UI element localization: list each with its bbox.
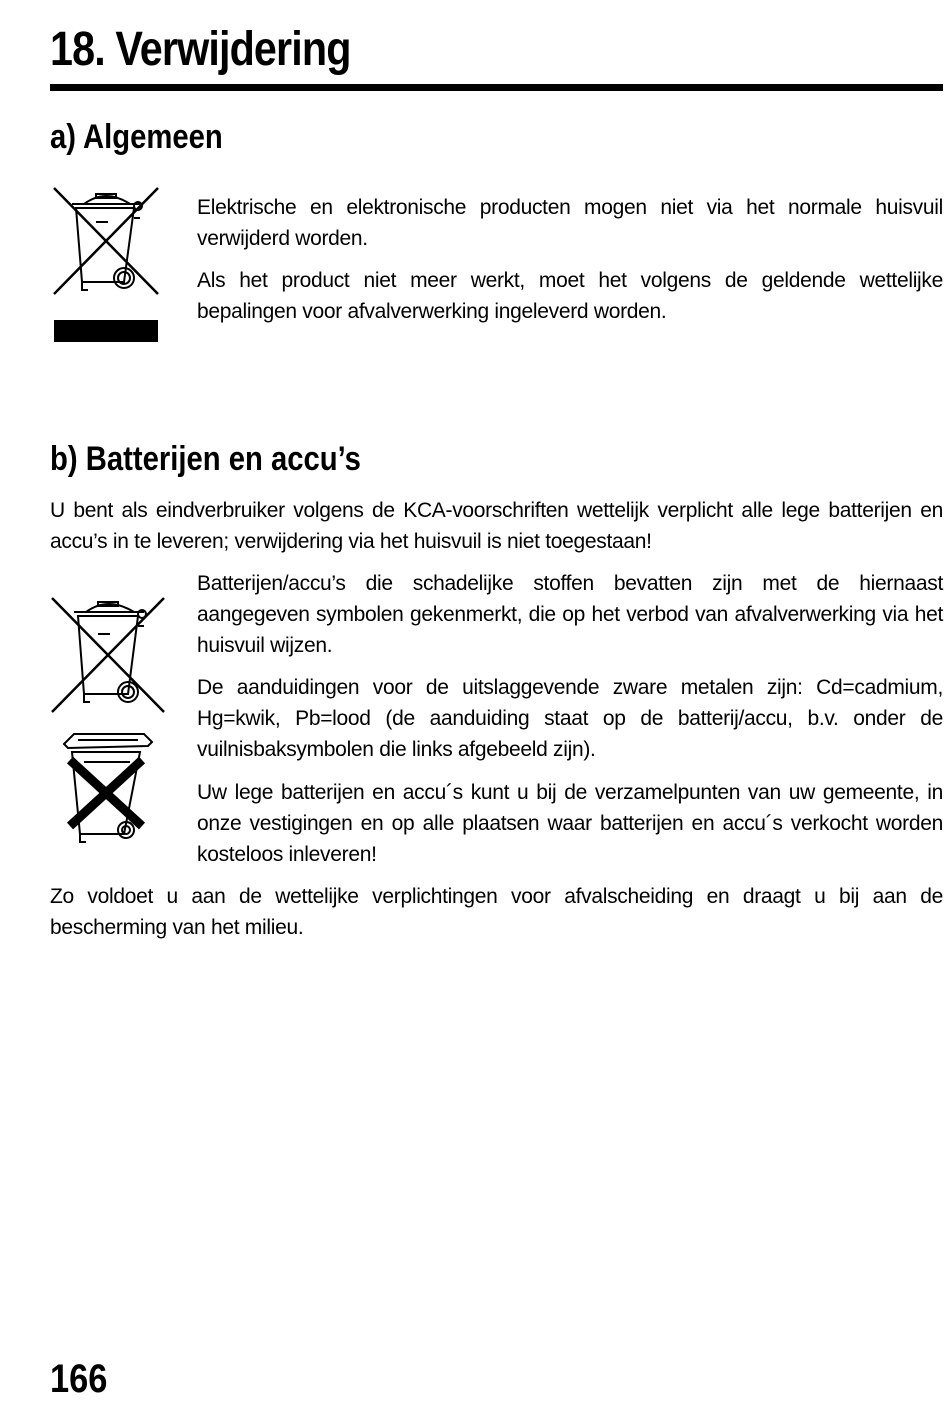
crossed-out-bin-bold-icon: [58, 730, 158, 846]
section-heading-batterijen: b) Batterijen en accu’s: [50, 440, 361, 478]
batterijen-intro: U bent als eindverbruiker volgens de KCA-voorschriften wettelijk verplicht alle lege batterijen en accu’s in te leveren; verwijdering via het huisvuil is niet toegestaan!: [50, 499, 943, 553]
crossed-out-wheelie-bin-icon: [50, 594, 168, 716]
page-number: 166: [50, 1357, 108, 1401]
batterijen-closing: Zo voldoet u aan de wettelijke verplichtingen voor afvalscheiding en draagt u bij aan de bescherming van het milieu.: [50, 885, 943, 939]
batterijen-paragraph-1: Batterijen/accu’s die schadelijke stoffen bevatten zijn met de hiernaast aangegeven symbolen gekenmerkt, die op het verbod van afvalverwerking via het huisvuil wijzen.: [197, 572, 943, 657]
batterijen-paragraph-2: De aanduidingen voor de uitslaggevende zware metalen zijn: Cd=cadmium, Hg=kwik, Pb=lood (de aanduiding staat op de batterij/accu, b.v. onder de vuilnisbaksymbolen die links afgebeeld zijn).: [197, 676, 943, 761]
algemeen-paragraph-1: Elektrische en elektronische producten mogen niet via het normale huisvuil verwijderd worden.: [197, 196, 943, 250]
crossed-out-wheelie-bin-icon: [50, 184, 162, 344]
title-rule: [50, 84, 943, 91]
section-heading-algemeen: a) Algemeen: [50, 118, 223, 156]
algemeen-paragraph-2: Als het product niet meer werkt, moet het volgens de geldende wettelijke bepalingen voor afvalverwerking ingeleverd worden.: [197, 269, 943, 323]
batterijen-paragraph-3: Uw lege batterijen en accu´s kunt u bij de verzamelpunten van uw gemeente, in onze vestigingen en op alle plaatsen waar batterijen en accu´s verkocht worden kosteloos inleveren!: [197, 781, 943, 866]
page-title: 18. Verwijdering: [50, 23, 351, 76]
